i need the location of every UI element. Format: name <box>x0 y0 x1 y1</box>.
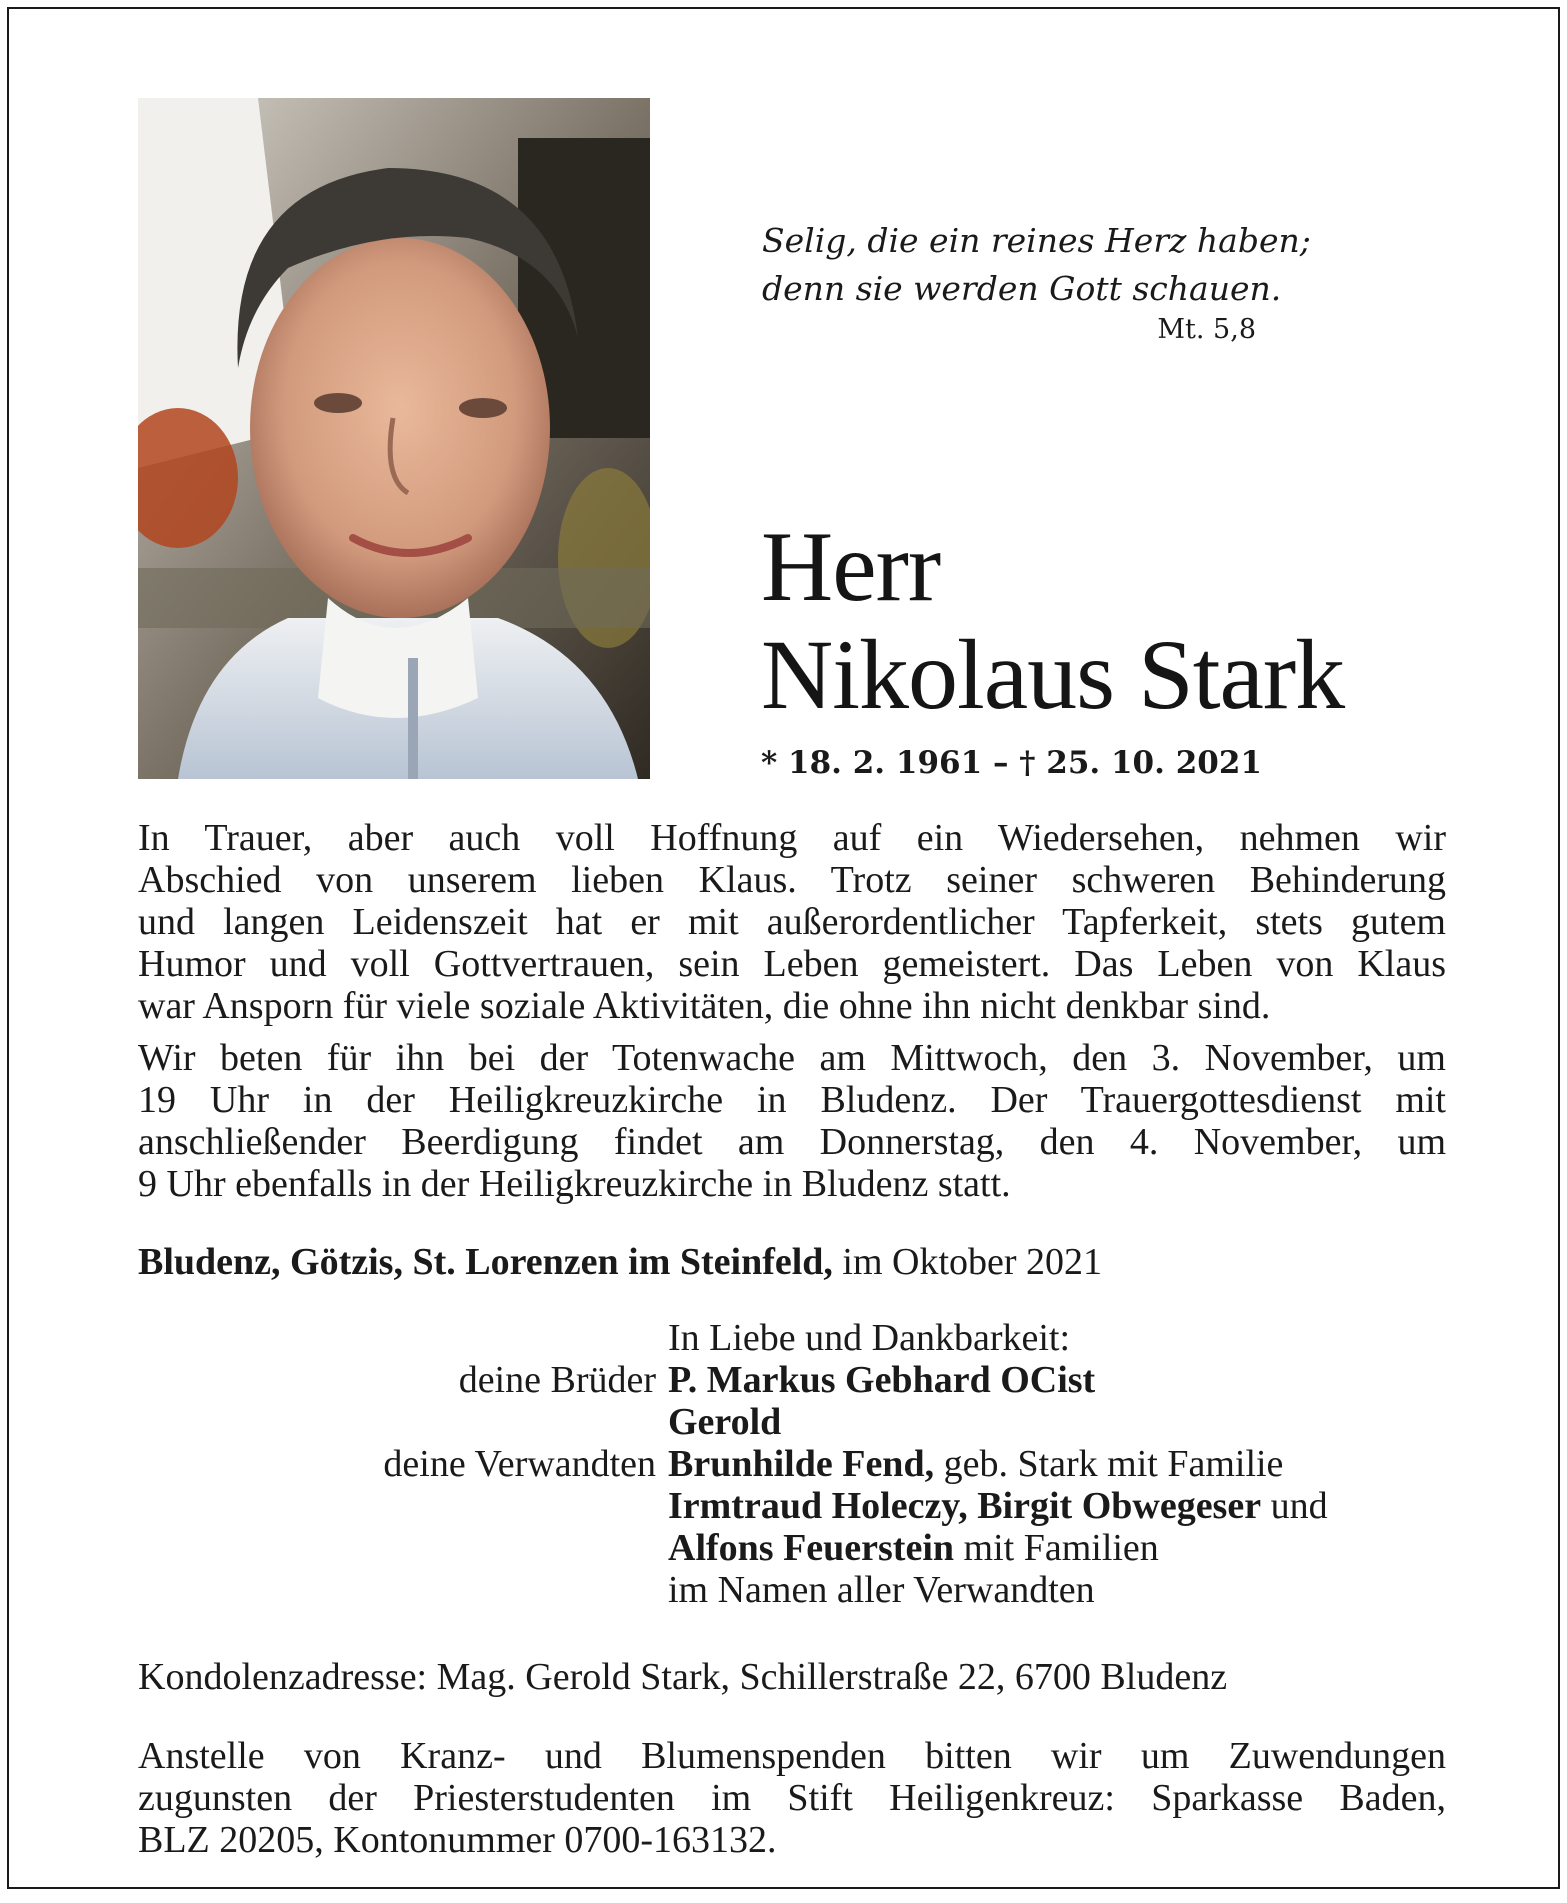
places: Bludenz, Götzis, St. Lorenzen im Steinfeld, <box>138 1241 833 1283</box>
relatives-label: deine Verwandten <box>383 1443 656 1485</box>
brothers-label: deine Brüder <box>458 1359 656 1401</box>
relative-name: Alfons Feuerstein <box>668 1527 955 1569</box>
obituary-paragraph <box>138 817 1446 1027</box>
paragraph-line: Anstelle von Kranz- und Blumenspenden bitten wir um Zuwendungen <box>138 1735 1446 1777</box>
paragraph-line: anschließender Beerdigung findet am Donnerstag, den 4. November, um <box>138 1121 1446 1163</box>
paragraph-line: 19 Uhr in der Heiligkreuzkirche in Bludenz. Der Trauergottesdienst mit <box>138 1079 1446 1121</box>
signers-intro: In Liebe und Dankbarkeit: <box>668 1317 1071 1359</box>
title-name: Nikolaus Stark <box>761 619 1345 730</box>
relative-note: mit Familien <box>954 1527 1159 1569</box>
signers-block <box>138 1317 1446 1611</box>
portrait-photo <box>138 98 650 779</box>
title-honorific: Herr <box>761 511 941 622</box>
quote-line: denn sie werden Gott schauen. <box>762 269 1282 308</box>
paragraph-line: Humor und voll Gottvertrauen, sein Leben gemeistert. Das Leben von Klaus <box>138 943 1446 985</box>
obituary-page <box>7 7 1560 1889</box>
service-paragraph <box>138 1037 1446 1205</box>
brother-name: Gerold <box>668 1401 782 1443</box>
condolence-address <box>138 1656 1446 1698</box>
paragraph-line: 9 Uhr ebenfalls in der Heiligkreuzkirche in Bludenz statt. <box>138 1163 1011 1205</box>
relative-name: Brunhilde Fend, <box>668 1443 935 1485</box>
date-text: im Oktober 2021 <box>832 1241 1103 1283</box>
paragraph-line: In Trauer, aber auch voll Hoffnung auf ein Wiedersehen, nehmen wir <box>138 817 1446 859</box>
relative-note: geb. Stark mit Familie <box>934 1443 1284 1485</box>
place-date-line <box>138 1240 1102 1284</box>
quote-line: Selig, die ein reines Herz haben; <box>762 221 1311 260</box>
bible-quote <box>762 217 1311 313</box>
paragraph-line: Abschied von unserem lieben Klaus. Trotz seiner schweren Behinderung <box>138 859 1446 901</box>
relatives-closing: im Namen aller Verwandten <box>668 1569 1095 1611</box>
relative-note: und <box>1261 1485 1328 1527</box>
quote-reference: Mt. 5,8 <box>1157 314 1256 345</box>
paragraph-line: war Ansporn für viele soziale Aktivitäten, die ohne ihn nicht denkbar sind. <box>138 985 1271 1027</box>
relative-name: Irmtraud Holeczy, Birgit Obwegeser <box>668 1485 1262 1527</box>
paragraph-line: und langen Leidenszeit hat er mit außerordentlicher Tapferkeit, stets gutem <box>138 901 1446 943</box>
donation-paragraph <box>138 1735 1446 1861</box>
brother-name: P. Markus Gebhard OCist <box>668 1359 1096 1401</box>
paragraph-line: Wir beten für ihn bei der Totenwache am Mittwoch, den 3. November, um <box>138 1037 1446 1079</box>
condolence-line: Kondolenzadresse: Mag. Gerold Stark, Schillerstraße 22, 6700 Bludenz <box>138 1656 1228 1698</box>
paragraph-line: BLZ 20205, Kontonummer 0700-163132. <box>138 1819 777 1861</box>
paragraph-line: zugunsten der Priesterstudenten im Stift Heiligenkreuz: Sparkasse Baden, <box>138 1777 1446 1819</box>
life-dates: * 18. 2. 1961 – † 25. 10. 2021 <box>761 745 1262 781</box>
deceased-name <box>761 513 1344 729</box>
